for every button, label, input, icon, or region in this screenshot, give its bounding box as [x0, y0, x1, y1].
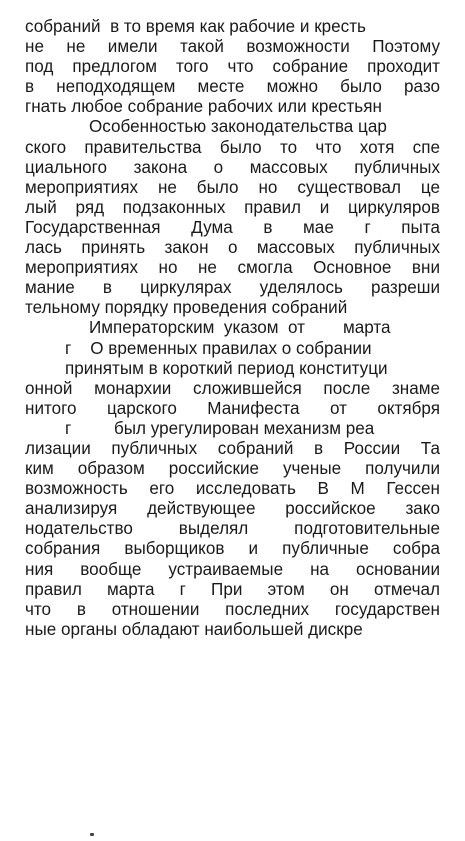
- text-line: лый ряд подзаконных правил и циркуляров: [25, 197, 440, 217]
- text-line: циального закона о массовых публичных: [25, 157, 440, 177]
- page-mark: [90, 833, 94, 836]
- text-line: ные органы обладают наибольшей дискре: [25, 619, 363, 639]
- text-line: что в отношении последних государствен: [25, 599, 440, 619]
- text-line: в неподходящем месте можно было разо: [25, 77, 440, 97]
- text-line: лась принять закон о массовых публичных: [25, 238, 440, 258]
- text-line: под предлогом того что собрание проходит: [25, 57, 440, 77]
- text-line: нитого царского Манифеста от октября: [25, 398, 440, 418]
- text-line: ского правительства было то что хотя спе: [25, 137, 440, 157]
- text-line: мероприятиях не было но существовал це: [25, 177, 440, 197]
- text-line: Государственная Дума в мае г пыта: [25, 217, 440, 237]
- text-line: мание в циркулярах уделялось разреши: [25, 278, 440, 298]
- text-line: принятым в короткий период конституци: [65, 358, 388, 378]
- document-text: [25, 17, 440, 640]
- text-line: не не имели такой возможности Поэтому: [25, 37, 440, 57]
- text-line: собраний в то время как рабочие и кресть: [25, 17, 366, 36]
- text-line: г был урегулирован механизм реа: [65, 418, 375, 438]
- text-line: анализируя действующее российское зако: [25, 499, 440, 519]
- text-line: г О временных правилах о собрании: [65, 338, 372, 358]
- text-line: гнать любое собрание рабочих или крестьян: [25, 97, 382, 117]
- text-line: собрания выборщиков и публичные собра: [25, 539, 440, 559]
- text-line: правил марта г При этом он отмечал: [25, 579, 440, 599]
- text-line: тельному порядку проведения собраний: [25, 298, 348, 318]
- text-line: Императорским указом от марта: [89, 318, 391, 338]
- text-line: мероприятиях но не смогла Основное вни: [25, 258, 440, 278]
- text-line: ния вообще устраиваемые на основании: [25, 559, 440, 579]
- text-line: нодательство выделял подготовительные: [25, 519, 440, 539]
- text-line: онной монархии сложившейся после знаме: [25, 378, 440, 398]
- text-line: возможность его исследовать В М Гессен: [25, 479, 440, 499]
- text-line: лизации публичных собраний в России Та: [25, 438, 440, 458]
- text-line: ким образом российские ученые получили: [25, 459, 440, 479]
- text-line: Особенностью законодательства цар: [89, 117, 387, 137]
